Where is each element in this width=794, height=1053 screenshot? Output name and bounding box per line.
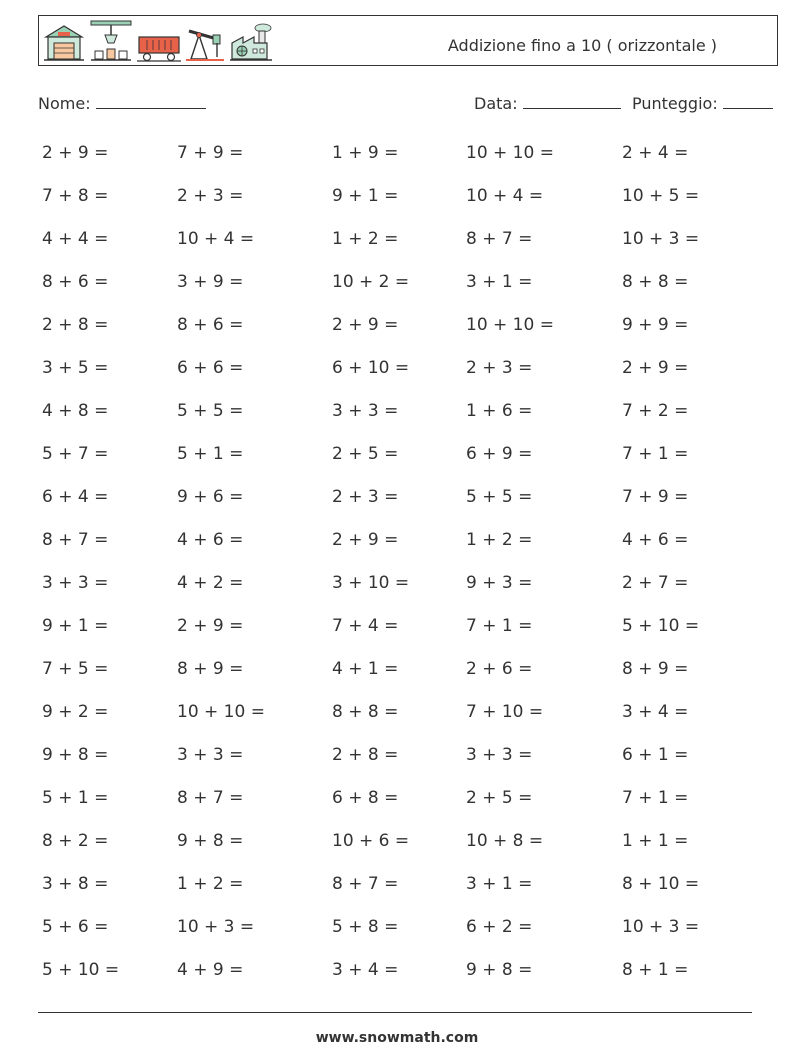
problem-item: 2 + 9 = <box>622 358 689 378</box>
problem-row <box>42 911 762 954</box>
problem-item: 5 + 6 = <box>42 917 109 937</box>
problem-row <box>42 352 762 395</box>
name-blank[interactable] <box>96 94 206 109</box>
problem-item: 3 + 8 = <box>42 874 109 894</box>
problem-item: 2 + 9 = <box>42 143 109 163</box>
problem-item: 8 + 6 = <box>177 315 244 335</box>
problem-item: 7 + 9 = <box>177 143 244 163</box>
problem-item: 10 + 10 = <box>466 143 554 163</box>
problem-item: 6 + 9 = <box>466 444 533 464</box>
problem-item: 3 + 3 = <box>466 745 533 765</box>
problem-item: 2 + 9 = <box>177 616 244 636</box>
problem-item: 2 + 6 = <box>466 659 533 679</box>
problem-item: 3 + 3 = <box>42 573 109 593</box>
problem-item: 9 + 8 = <box>177 831 244 851</box>
problem-item: 10 + 10 = <box>466 315 554 335</box>
problem-item: 8 + 8 = <box>622 272 689 292</box>
problem-row <box>42 739 762 782</box>
problem-item: 8 + 8 = <box>332 702 399 722</box>
problem-item: 9 + 9 = <box>622 315 689 335</box>
problem-item: 1 + 2 = <box>466 530 533 550</box>
problem-item: 3 + 1 = <box>466 272 533 292</box>
problem-row <box>42 610 762 653</box>
problem-item: 7 + 1 = <box>622 788 689 808</box>
problem-item: 6 + 6 = <box>177 358 244 378</box>
problem-item: 9 + 6 = <box>177 487 244 507</box>
problem-item: 7 + 4 = <box>332 616 399 636</box>
warehouse-icon <box>43 23 85 63</box>
problem-item: 9 + 2 = <box>42 702 109 722</box>
problem-item: 7 + 10 = <box>466 702 544 722</box>
problem-item: 5 + 10 = <box>42 960 120 980</box>
problem-item: 9 + 3 = <box>466 573 533 593</box>
problem-item: 5 + 10 = <box>622 616 700 636</box>
oil-pump-icon <box>185 21 225 63</box>
problem-item: 9 + 1 = <box>332 186 399 206</box>
problem-grid <box>42 137 762 997</box>
problem-item: 6 + 4 = <box>42 487 109 507</box>
problem-item: 1 + 9 = <box>332 143 399 163</box>
worksheet-title: Addizione fino a 10 ( orizzontale ) <box>447 36 717 55</box>
date-field <box>474 94 621 113</box>
problem-item: 3 + 10 = <box>332 573 410 593</box>
problem-item: 5 + 7 = <box>42 444 109 464</box>
problem-item: 3 + 9 = <box>177 272 244 292</box>
problem-item: 4 + 4 = <box>42 229 109 249</box>
problem-item: 8 + 9 = <box>177 659 244 679</box>
problem-item: 2 + 9 = <box>332 315 399 335</box>
problem-item: 2 + 5 = <box>332 444 399 464</box>
problem-item: 2 + 3 = <box>466 358 533 378</box>
problem-item: 5 + 5 = <box>466 487 533 507</box>
problem-item: 10 + 4 = <box>466 186 544 206</box>
problem-item: 10 + 8 = <box>466 831 544 851</box>
problem-item: 7 + 1 = <box>466 616 533 636</box>
problem-item: 6 + 1 = <box>622 745 689 765</box>
problem-row <box>42 481 762 524</box>
problem-row <box>42 782 762 825</box>
score-blank[interactable] <box>723 94 773 109</box>
worksheet-header <box>38 15 778 66</box>
problem-item: 3 + 1 = <box>466 874 533 894</box>
problem-item: 6 + 10 = <box>332 358 410 378</box>
problem-item: 2 + 4 = <box>622 143 689 163</box>
problem-item: 1 + 2 = <box>177 874 244 894</box>
problem-item: 3 + 4 = <box>622 702 689 722</box>
problem-item: 10 + 3 = <box>622 917 700 937</box>
problem-item: 8 + 1 = <box>622 960 689 980</box>
problem-row <box>42 438 762 481</box>
problem-row <box>42 954 762 997</box>
problem-item: 10 + 3 = <box>622 229 700 249</box>
problem-row <box>42 868 762 911</box>
problem-row <box>42 524 762 567</box>
problem-item: 10 + 2 = <box>332 272 410 292</box>
factory-icon <box>229 21 273 63</box>
problem-item: 7 + 2 = <box>622 401 689 421</box>
problem-item: 9 + 8 = <box>42 745 109 765</box>
name-field <box>38 94 206 113</box>
problem-item: 5 + 5 = <box>177 401 244 421</box>
problem-item: 6 + 2 = <box>466 917 533 937</box>
problem-item: 8 + 2 = <box>42 831 109 851</box>
problem-item: 9 + 1 = <box>42 616 109 636</box>
problem-item: 1 + 6 = <box>466 401 533 421</box>
problem-item: 8 + 6 = <box>42 272 109 292</box>
problem-item: 2 + 3 = <box>332 487 399 507</box>
problem-item: 8 + 7 = <box>177 788 244 808</box>
problem-item: 8 + 7 = <box>42 530 109 550</box>
problem-item: 4 + 1 = <box>332 659 399 679</box>
problem-item: 3 + 3 = <box>332 401 399 421</box>
problem-item: 1 + 1 = <box>622 831 689 851</box>
train-wagon-icon <box>137 31 181 63</box>
problem-item: 7 + 1 = <box>622 444 689 464</box>
problem-item: 5 + 1 = <box>177 444 244 464</box>
problem-item: 10 + 10 = <box>177 702 265 722</box>
crane-icon <box>89 19 133 63</box>
problem-item: 4 + 9 = <box>177 960 244 980</box>
problem-item: 4 + 2 = <box>177 573 244 593</box>
problem-item: 2 + 7 = <box>622 573 689 593</box>
problem-item: 2 + 8 = <box>332 745 399 765</box>
problem-row <box>42 180 762 223</box>
problem-row <box>42 696 762 739</box>
problem-item: 8 + 10 = <box>622 874 700 894</box>
problem-row <box>42 223 762 266</box>
problem-item: 7 + 5 = <box>42 659 109 679</box>
problem-row <box>42 137 762 180</box>
name-label: Nome: <box>38 94 91 113</box>
score-label: Punteggio: <box>632 94 718 113</box>
problem-item: 4 + 6 = <box>177 530 244 550</box>
problem-item: 3 + 4 = <box>332 960 399 980</box>
header-icons <box>43 19 273 63</box>
problem-row <box>42 825 762 868</box>
problem-row <box>42 567 762 610</box>
problem-item: 4 + 6 = <box>622 530 689 550</box>
date-blank[interactable] <box>523 94 621 109</box>
problem-item: 8 + 9 = <box>622 659 689 679</box>
problem-item: 5 + 8 = <box>332 917 399 937</box>
problem-item: 10 + 5 = <box>622 186 700 206</box>
score-field <box>632 94 773 113</box>
problem-row <box>42 653 762 696</box>
problem-item: 6 + 8 = <box>332 788 399 808</box>
problem-item: 8 + 7 = <box>332 874 399 894</box>
problem-item: 5 + 1 = <box>42 788 109 808</box>
problem-row <box>42 309 762 352</box>
problem-item: 1 + 2 = <box>332 229 399 249</box>
problem-row <box>42 395 762 438</box>
problem-item: 7 + 9 = <box>622 487 689 507</box>
problem-item: 9 + 8 = <box>466 960 533 980</box>
date-label: Data: <box>474 94 518 113</box>
problem-item: 2 + 8 = <box>42 315 109 335</box>
problem-item: 3 + 5 = <box>42 358 109 378</box>
problem-item: 10 + 4 = <box>177 229 255 249</box>
problem-item: 2 + 3 = <box>177 186 244 206</box>
problem-item: 10 + 6 = <box>332 831 410 851</box>
problem-row <box>42 266 762 309</box>
problem-item: 7 + 8 = <box>42 186 109 206</box>
problem-item: 8 + 7 = <box>466 229 533 249</box>
footer-divider <box>38 1012 752 1013</box>
footer-url: www.snowmath.com <box>315 1030 479 1046</box>
problem-item: 3 + 3 = <box>177 745 244 765</box>
problem-item: 2 + 9 = <box>332 530 399 550</box>
problem-item: 2 + 5 = <box>466 788 533 808</box>
problem-item: 4 + 8 = <box>42 401 109 421</box>
problem-item: 10 + 3 = <box>177 917 255 937</box>
